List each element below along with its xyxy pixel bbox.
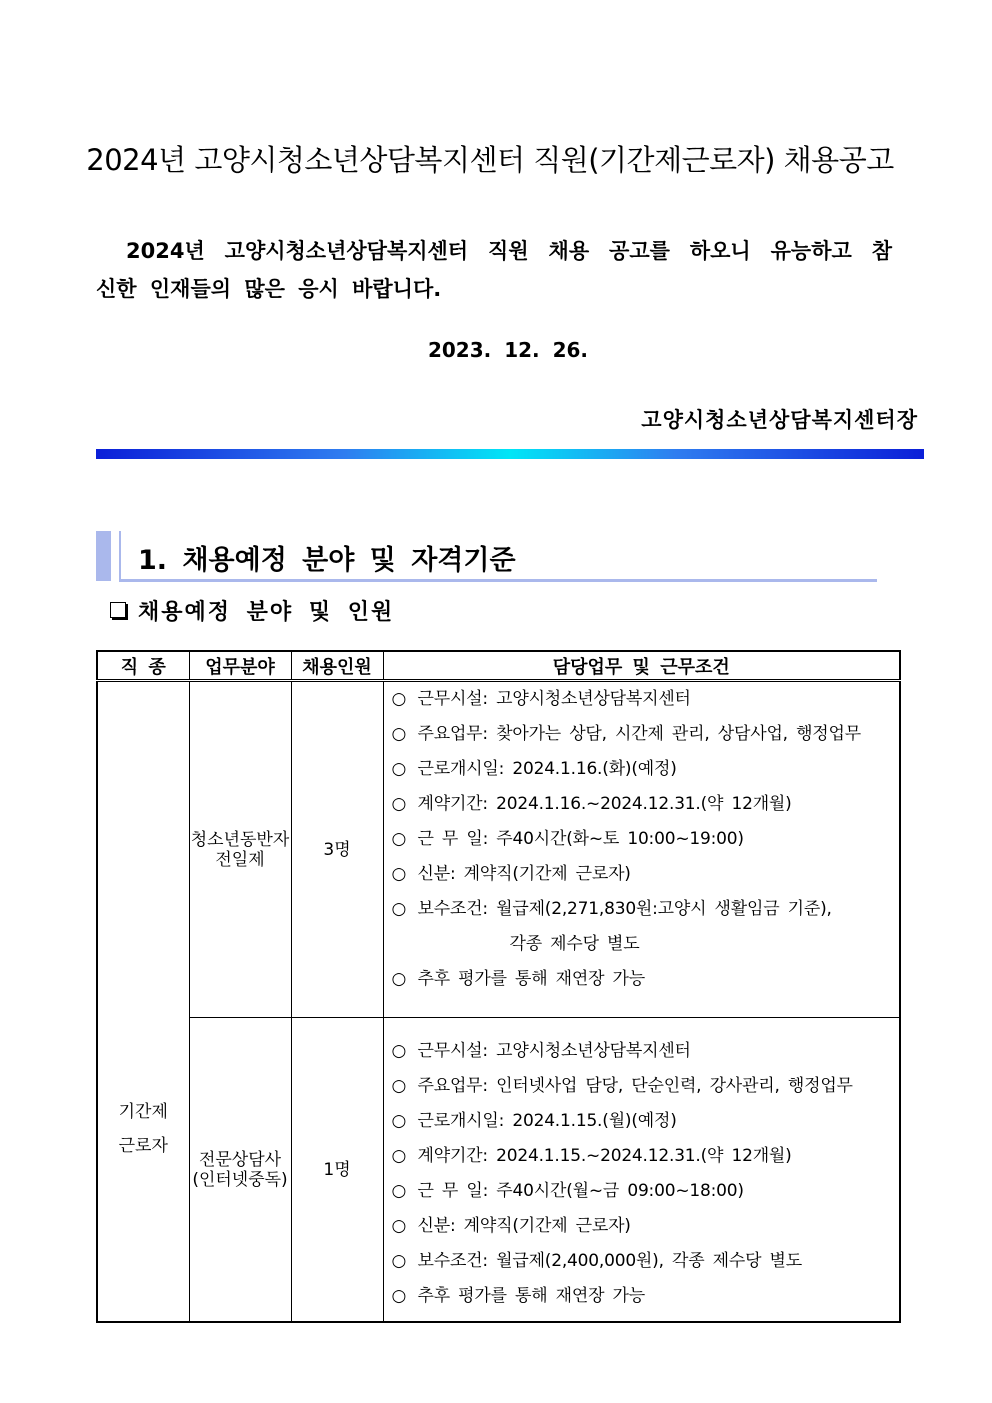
circle-bullet-icon: ○ <box>391 1251 407 1271</box>
circle-bullet-icon: ○ <box>391 829 407 849</box>
duty-text: 계약기간: 2024.1.16.~2024.12.31.(약 12개월) <box>417 794 792 814</box>
list-item <box>392 894 900 929</box>
duty-text: 주요업무: 인터넷사업 담당, 단순인력, 강사관리, 행정업무 <box>417 1076 853 1096</box>
circle-bullet-icon: ○ <box>391 1111 407 1131</box>
circle-bullet-icon: ○ <box>391 1041 407 1061</box>
duty-list <box>392 682 900 999</box>
gradient-divider <box>96 449 924 459</box>
section-underline <box>119 579 877 582</box>
list-item <box>392 1281 900 1316</box>
job-type-line-1: 기간제 <box>118 1102 168 1122</box>
circle-bullet-icon: ○ <box>391 794 407 814</box>
table-row <box>97 1018 900 1323</box>
duty-text: 근로개시일: 2024.1.15.(월)(예정) <box>417 1111 677 1131</box>
circle-bullet-icon: ○ <box>391 1286 407 1306</box>
field-line-2: (인터넷중독) <box>192 1169 288 1190</box>
duty-text: 근 무 일: 주40시간(화~토 10:00~19:00) <box>417 829 744 849</box>
document-title: 2024년 고양시청소년상담복지센터 직원(기간제근로자) 채용공고 <box>86 143 894 177</box>
circle-bullet-icon: ○ <box>391 1146 407 1166</box>
list-item <box>392 1141 900 1176</box>
job-type-line-2: 근로자 <box>118 1136 168 1156</box>
intro-paragraph <box>96 232 892 308</box>
circle-bullet-icon: ○ <box>391 689 407 709</box>
header-field: 업무분야 <box>189 651 291 681</box>
list-item <box>392 754 900 789</box>
circle-bullet-icon: ○ <box>391 899 407 919</box>
duty-text: 신분: 계약직(기간제 근로자) <box>417 864 631 884</box>
section-vertical-rule <box>119 531 121 581</box>
list-item <box>392 1176 900 1211</box>
duty-text: 계약기간: 2024.1.15.~2024.12.31.(약 12개월) <box>417 1146 792 1166</box>
subsection-heading <box>110 595 394 626</box>
list-item <box>392 719 900 754</box>
count-cell: 1명 <box>291 1018 383 1323</box>
list-item <box>392 1211 900 1246</box>
list-item <box>392 824 900 859</box>
circle-bullet-icon: ○ <box>391 864 407 884</box>
announcement-date: 2023. 12. 26. <box>427 338 589 362</box>
field-line-2: 전일제 <box>215 849 265 870</box>
checkbox-bullet-icon <box>110 602 126 618</box>
list-item <box>392 1246 900 1281</box>
header-job-type: 직 종 <box>97 651 189 681</box>
duty-text: 근로개시일: 2024.1.16.(화)(예정) <box>417 759 677 779</box>
duties-cell <box>383 681 900 1018</box>
recruitment-table <box>96 650 901 1323</box>
intro-line-1: 2024년 고양시청소년상담복지센터 직원 채용 공고를 하오니 유능하고 참 <box>126 239 892 263</box>
list-item <box>392 964 900 999</box>
duty-text: 주요업무: 찾아가는 상담, 시간제 관리, 상담사업, 행정업무 <box>417 724 861 744</box>
field-line-1: 전문상담사 <box>198 1149 282 1170</box>
field-line-1: 청소년동반자 <box>190 829 290 850</box>
header-duties: 담당업무 및 근무조건 <box>383 651 900 681</box>
table-header-row <box>97 651 900 681</box>
field-cell <box>189 681 291 1018</box>
list-item <box>392 684 900 719</box>
duty-text: 보수조건: 월급제(2,271,830원:고양시 생활임금 기준), <box>417 899 832 919</box>
job-type-cell <box>97 681 189 1323</box>
list-item <box>392 1106 900 1141</box>
circle-bullet-icon: ○ <box>391 724 407 744</box>
intro-line-2: 신한 인재들의 많은 응시 바랍니다. <box>96 277 442 301</box>
list-item <box>392 1071 900 1106</box>
issuer-name: 고양시청소년상담복지센터장 <box>641 408 918 432</box>
duty-text: 근 무 일: 주40시간(월~금 09:00~18:00) <box>417 1181 744 1201</box>
field-cell <box>189 1018 291 1323</box>
duty-text: 추후 평가를 통해 재연장 가능 <box>417 1286 645 1306</box>
section-accent-bar <box>96 531 111 581</box>
duty-text: 추후 평가를 통해 재연장 가능 <box>417 969 645 989</box>
duty-list <box>392 1018 900 1316</box>
circle-bullet-icon: ○ <box>391 969 407 989</box>
header-count: 채용인원 <box>291 651 383 681</box>
duty-text: 보수조건: 월급제(2,400,000원), 각종 제수당 별도 <box>417 1251 802 1271</box>
list-item <box>392 859 900 894</box>
circle-bullet-icon: ○ <box>391 1216 407 1236</box>
circle-bullet-icon: ○ <box>391 1076 407 1096</box>
list-item <box>392 1036 900 1071</box>
circle-bullet-icon: ○ <box>391 759 407 779</box>
count-cell: 3명 <box>291 681 383 1018</box>
section-title: 1. 채용예정 분야 및 자격기준 <box>138 545 516 576</box>
duties-cell <box>383 1018 900 1323</box>
duty-text: 신분: 계약직(기간제 근로자) <box>417 1216 631 1236</box>
list-item <box>392 789 900 824</box>
circle-bullet-icon: ○ <box>391 1181 407 1201</box>
subsection-title: 채용예정 분야 및 인원 <box>138 600 395 625</box>
table-row <box>97 681 900 1018</box>
duty-text: 근무시설: 고양시청소년상담복지센터 <box>417 689 691 709</box>
list-item-continuation: 각종 제수당 별도 <box>509 934 640 954</box>
duty-text: 근무시설: 고양시청소년상담복지센터 <box>417 1041 691 1061</box>
